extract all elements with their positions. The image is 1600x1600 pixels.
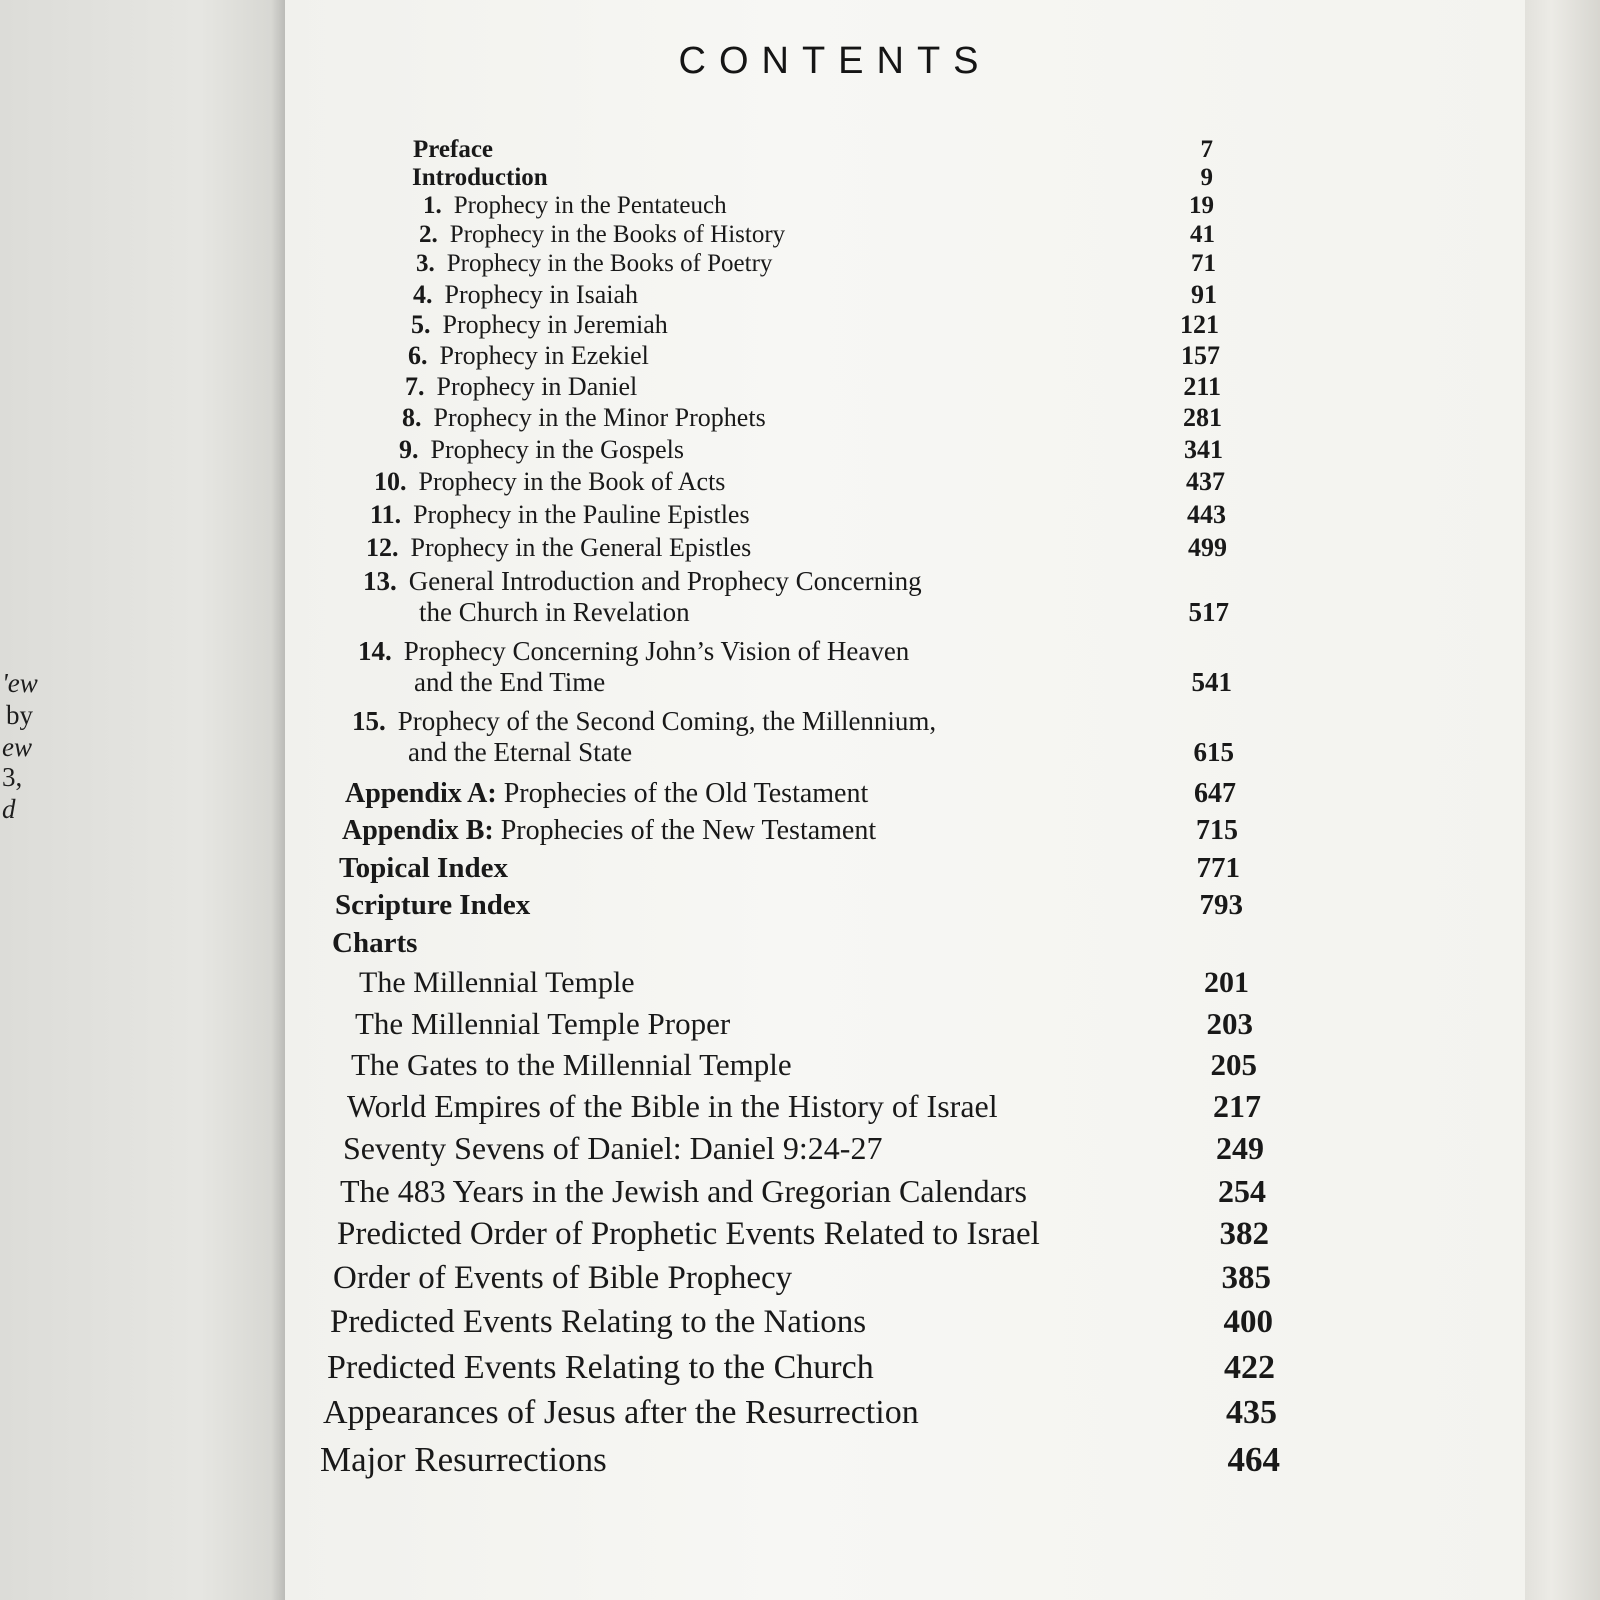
left-fragment: d	[2, 794, 16, 824]
chapter-title: Prophecy in the Minor Prophets	[433, 403, 766, 432]
chapter-number: 6.	[408, 341, 428, 370]
chapter-page: 211	[1183, 372, 1221, 401]
chart-page: 254	[1218, 1173, 1266, 1209]
toc-entry-title: Topical Index	[339, 852, 508, 884]
toc-chapter	[358, 636, 1232, 698]
toc-chart	[320, 1440, 1280, 1480]
chapter-number: 1.	[423, 192, 442, 219]
toc-entry-title: Scripture Index	[335, 889, 531, 921]
chart-page: 400	[1223, 1304, 1273, 1340]
appendix-label: Appendix A:	[345, 778, 497, 809]
chart-page: 385	[1221, 1260, 1271, 1296]
toc-entry	[412, 164, 1213, 192]
chapter-title: Prophecy in the Book of Acts	[418, 467, 726, 496]
chart-title: The 483 Years in the Jewish and Gregorian Calendars	[340, 1173, 1027, 1209]
toc-entry-title: Introduction	[412, 164, 548, 191]
charts-heading-text: Charts	[332, 927, 418, 959]
chapter-page: 157	[1181, 341, 1220, 370]
toc-appendix	[345, 778, 1236, 810]
chapter-title: Prophecy in Daniel	[436, 372, 638, 401]
chart-page: 435	[1226, 1394, 1277, 1431]
toc-chapter	[419, 221, 1215, 249]
toc-chapter	[399, 435, 1223, 465]
chapter-number: 7.	[405, 372, 425, 401]
toc-chart	[347, 1088, 1261, 1125]
toc-chapter	[352, 706, 1234, 768]
chapter-page: 71	[1191, 250, 1216, 277]
chapter-number: 14.	[358, 636, 392, 666]
left-fragment: ew	[2, 732, 32, 762]
toc-chapter	[408, 341, 1220, 371]
toc-chart	[343, 1130, 1264, 1167]
toc-chapter	[405, 372, 1221, 402]
chapter-number: 10.	[374, 467, 407, 496]
chapter-page: 341	[1184, 435, 1223, 464]
chart-page: 422	[1224, 1349, 1275, 1386]
toc-entry	[339, 852, 1240, 885]
toc-chapter	[366, 533, 1227, 563]
chart-page: 464	[1227, 1440, 1280, 1479]
toc-chart	[327, 1349, 1275, 1387]
chapter-title: Prophecy in the Pauline Epistles	[413, 500, 750, 529]
appendix-page: 647	[1194, 778, 1236, 809]
chart-title: The Gates to the Millennial Temple	[351, 1047, 792, 1082]
chapter-title: Prophecy in the Gospels	[430, 435, 684, 464]
toc-chart	[359, 966, 1249, 1000]
chapter-page: 121	[1180, 310, 1219, 339]
chart-title: Predicted Events Relating to the Nations	[330, 1304, 867, 1340]
chapter-number: 5.	[411, 310, 431, 339]
chapter-page: 541	[1191, 667, 1232, 697]
chapter-page: 437	[1186, 467, 1225, 496]
toc-appendix	[342, 815, 1238, 847]
toc-entry-title: Preface	[413, 136, 494, 163]
chapter-title: Prophecy in Jeremiah	[442, 310, 668, 339]
toc-chapter	[411, 310, 1219, 340]
chapter-page: 443	[1187, 500, 1226, 529]
chart-page: 382	[1219, 1216, 1269, 1252]
chapter-title: Prophecy in the Books of Poetry	[446, 250, 773, 277]
chapter-page: 41	[1190, 221, 1215, 248]
chapter-number: 11.	[370, 500, 402, 529]
chapter-number: 12.	[366, 533, 399, 562]
chapter-title: Prophecy in the General Epistles	[410, 533, 752, 562]
toc-entry-page: 9	[1200, 164, 1213, 191]
chapter-number: 4.	[413, 280, 433, 309]
chapter-title-continued: the Church in Revelation	[419, 597, 690, 627]
appendix-label: Appendix B:	[342, 815, 494, 846]
chapter-page: 499	[1188, 533, 1227, 562]
chapter-title: Prophecy of the Second Coming, the Millennium,	[397, 706, 937, 736]
toc-chapter	[363, 566, 1229, 628]
toc-chart	[333, 1260, 1271, 1297]
chart-page: 217	[1213, 1088, 1261, 1124]
toc-chart	[351, 1047, 1257, 1083]
chapter-number: 8.	[402, 403, 422, 432]
left-fragment: 'ew	[2, 668, 38, 698]
chapter-title-continued: and the Eternal State	[408, 737, 633, 767]
chapter-page: 91	[1191, 280, 1217, 309]
chart-title: Predicted Events Relating to the Church	[327, 1349, 874, 1386]
toc-entry-page: 793	[1199, 889, 1243, 921]
chart-page: 249	[1216, 1130, 1264, 1166]
toc-chapter	[402, 403, 1222, 433]
chapter-title: Prophecy in the Pentateuch	[453, 192, 727, 219]
charts-heading	[332, 927, 632, 960]
toc-chart	[330, 1304, 1273, 1341]
toc-entry-page: 771	[1196, 852, 1240, 884]
chart-title: Order of Events of Bible Prophecy	[333, 1260, 793, 1296]
chapter-title: Prophecy in the Books of History	[449, 221, 786, 248]
toc-chapter	[370, 500, 1226, 530]
chapter-title-continued: and the End Time	[414, 667, 606, 697]
toc-entry	[335, 889, 1243, 922]
chapter-title: General Introduction and Prophecy Concerning	[408, 566, 922, 596]
chapter-title: Prophecy in Ezekiel	[439, 341, 649, 370]
toc-chart	[340, 1173, 1266, 1210]
contents-page	[285, 0, 1525, 1600]
chapter-number: 13.	[363, 566, 397, 596]
book-page-edge	[1525, 0, 1600, 1600]
chapter-page: 19	[1189, 192, 1214, 219]
toc-chapter	[416, 250, 1216, 278]
chapter-number: 3.	[416, 250, 435, 277]
chapter-page: 615	[1193, 737, 1234, 767]
page-title: CONTENTS	[678, 40, 992, 82]
chapter-page: 517	[1188, 597, 1229, 627]
left-fragment: 3,	[2, 762, 23, 792]
chart-title: Predicted Order of Prophetic Events Related to Israel	[337, 1216, 1040, 1252]
chapter-title: Prophecy Concerning John’s Vision of Heaven	[403, 636, 910, 666]
chart-title: Major Resurrections	[320, 1440, 607, 1479]
chart-page: 203	[1206, 1006, 1253, 1041]
chapter-number: 2.	[419, 221, 438, 248]
toc-chapter	[413, 280, 1217, 310]
chart-title: The Millennial Temple Proper	[355, 1006, 731, 1041]
appendix-title: Prophecies of the New Testament	[500, 815, 877, 846]
chapter-number: 9.	[399, 435, 419, 464]
toc-chart	[323, 1394, 1277, 1432]
appendix-page: 715	[1196, 815, 1238, 846]
toc-chart	[337, 1216, 1269, 1253]
toc-chart	[355, 1006, 1253, 1042]
page-gutter	[271, 0, 285, 1600]
toc-chapter	[374, 467, 1225, 497]
chart-title: World Empires of the Bible in the History of Israel	[347, 1088, 998, 1124]
toc-chapter	[423, 192, 1214, 220]
chapter-page: 281	[1183, 403, 1222, 432]
chart-title: The Millennial Temple	[359, 966, 635, 999]
left-fragment: by	[6, 700, 33, 730]
left-page	[0, 0, 285, 1600]
chapter-number: 15.	[352, 706, 386, 736]
chart-page: 201	[1204, 966, 1249, 999]
toc-entry-page: 7	[1200, 136, 1213, 163]
appendix-title: Prophecies of the Old Testament	[503, 778, 869, 809]
chart-page: 205	[1210, 1047, 1257, 1082]
chart-title: Appearances of Jesus after the Resurrection	[323, 1394, 919, 1431]
toc-entry	[413, 136, 1213, 164]
chart-title: Seventy Sevens of Daniel: Daniel 9:24-27	[343, 1130, 883, 1166]
chapter-title: Prophecy in Isaiah	[444, 280, 639, 309]
